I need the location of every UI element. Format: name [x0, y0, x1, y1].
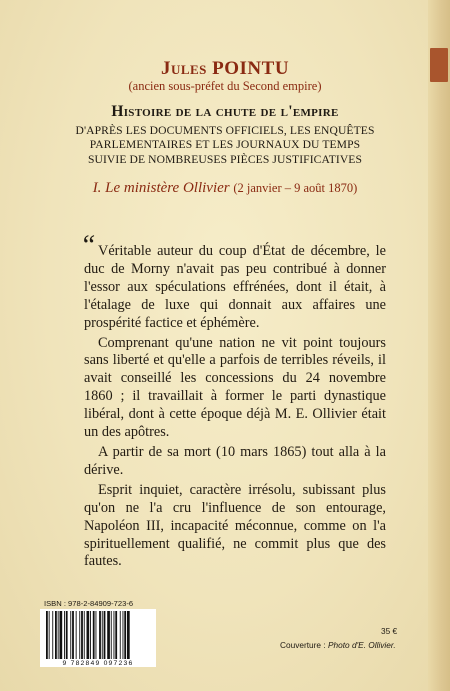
- blurb-paragraph: Comprenant qu'une nation ne vit point toujours sans liberté et qu'elle a parfois de terribles réveils, il avait conseillé les concessions du 24 novembre 1860 ; il travaillait à former le parti dynastique libéral, dont à cette époque déjà M. E. Ollivier était un des apôtres.: [84, 334, 386, 441]
- cover-credit-prefix: Couverture :: [280, 640, 328, 650]
- volume-heading: [0, 180, 450, 197]
- book-subtitle: [0, 124, 450, 167]
- volume-dates: (2 janvier – 9 août 1870): [233, 181, 358, 195]
- blurb-paragraph: Véritable auteur du coup d'État de décembre, le duc de Morny n'avait pas peu contribué à donner l'essor aux spéculations effrénées, dont il était, à l'étalage de luxe qui donnait aux affaires une prospérité factice et éphémère.: [84, 243, 386, 331]
- book-subtitle-line: PARLEMENTAIRES ET LES JOURNAUX DU TEMPS: [89, 138, 361, 152]
- volume-label: I. Le ministère Ollivier: [92, 180, 230, 196]
- opening-quote-mark: “: [80, 230, 96, 261]
- cover-credit-photo: Photo d'E. Ollivier.: [327, 640, 396, 650]
- blurb-text: [84, 243, 386, 571]
- blurb-paragraph: A partir de sa mort (10 mars 1865) tout alla à la dérive.: [84, 443, 386, 478]
- author-last-name: POINTU: [212, 58, 290, 79]
- author-note: (ancien sous-préfet du Second empire): [128, 79, 322, 93]
- blurb-paragraph: Esprit inquiet, caractère irrésolu, subissant plus qu'on ne l'a cru l'influence de son entourage, Napoléon III, incapacité méconnue, comme on l'a spirituellement qualifié, ne commit plus que des fautes.: [84, 481, 386, 570]
- price: 35 €: [381, 626, 398, 636]
- cover-credit: [280, 640, 396, 650]
- book-subtitle-line: D'APRÈS LES DOCUMENTS OFFICIELS, LES ENQUÊTES: [75, 124, 375, 137]
- isbn-label: ISBN : 978-2-84909-723-6: [44, 599, 134, 608]
- barcode-digits: 9 782849 097236: [40, 660, 156, 667]
- book-subtitle-line: SUIVIE DE NOMBREUSES PIÈCES JUSTIFICATIVES: [87, 152, 363, 166]
- barcode-bars: [40, 609, 156, 661]
- barcode: [40, 609, 156, 667]
- author-name: [0, 58, 450, 80]
- author-first-name: Jules: [160, 58, 207, 79]
- book-title: Histoire de la chute de l'empire: [111, 103, 339, 120]
